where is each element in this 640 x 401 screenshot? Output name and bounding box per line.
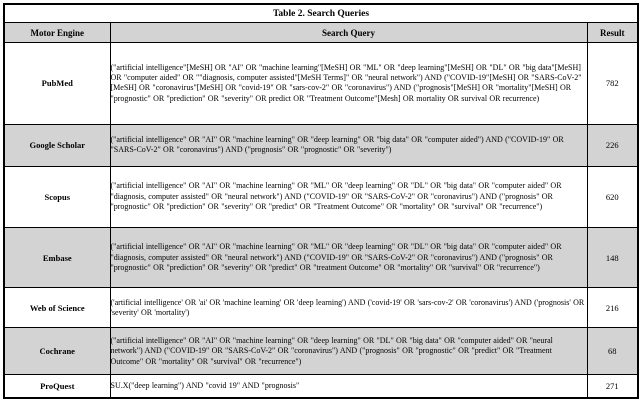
engine-cell: Web of Science [4,288,110,328]
query-cell: ("artificial intelligence" OR "AI" OR "machine learning" OR "ML" OR "deep learning" OR "DL" OR "big data" OR "computer aided" OR "diagnosis, computer assisted" OR "neural network") AND ("COVID-19" OR "SARS-CoV-2" OR "coronavirus") AND ("prognosis" OR "prognostic" OR "prediction" OR "severity" OR "predict" OR "Treatment Outcome" OR "mortality" OR "survival" OR "recurrence") [110,166,587,227]
column-header-result: Result [587,23,638,43]
engine-cell: Scopus [4,166,110,227]
table-row-web-of-science [4,288,638,328]
search-queries-table [3,3,639,399]
engine-cell: Embase [4,228,110,288]
result-cell: 148 [587,228,638,288]
result-cell: 216 [587,288,638,328]
table-row-embase [4,228,638,288]
result-cell: 226 [587,124,638,166]
query-cell: ("artificial intelligence" OR "AI" OR "machine learning" OR "ML" OR "deep learning" OR "DL" OR "big data" OR "computer aided" OR "diagnosis, computer assisted" OR "neural network") AND ("COVID-19" OR "SARS-CoV-2" OR "coronavirus") AND ("prognosis" OR "prognostic" OR "prediction" OR "severity" OR "predict" OR "treatment Outcome" OR "mortality" OR "survival" OR "recurrence") [110,228,587,288]
result-cell: 620 [587,166,638,227]
engine-cell: ProQuest [4,375,110,398]
table-row-google-scholar [4,124,638,166]
result-cell: 68 [587,328,638,375]
query-cell: ("artificial intelligence" OR "AI" OR "machine learning" OR "deep learning" OR "DL" OR "big data" OR "computer aided" OR "neural network") AND ("COVID-19" OR "SARS-CoV-2" OR "coronavirus") AND ("prognosis" OR "prognostic" OR "predict" OR "Treatment Outcome" OR "mortality" OR "survival" OR "recurrence") [110,328,587,375]
engine-cell: Cochrane [4,328,110,375]
engine-cell: PubMed [4,43,110,125]
query-cell: ("artificial intelligence" OR "AI" OR "machine learning" OR "deep learning" OR "big data" OR "computer aided") AND ("COVID-19" OR "SARS-CoV-2" OR "coronavirus") AND ("prognosis" OR "prognostic" OR "severity") [110,124,587,166]
table-row-cochrane [4,328,638,375]
table-row-scopus [4,166,638,227]
engine-cell: Google Scholar [4,124,110,166]
query-cell: ("artificial intelligence"[MeSH] OR "AI" OR "machine learning"[MeSH] OR "ML" OR "deep learning"[MeSH] OR "DL" OR "big data"[MeSH] OR "computer aided" OR ""diagnosis, computer assisted"[MeSH Terms]" OR "neural network") AND ("COVID-19"[MeSH] OR "SARS-CoV-2"[MeSH] OR "coronavirus"[MeSH] OR "covid-19" OR "sars-cov-2" OR "coronavirus") AND ("prognosis"[MeSH] OR "mortality"[MeSH] OR "prognostic" OR "prediction" OR "severity" OR predict OR "Treatment Outcome"[Mesh] OR mortality OR survival OR recurrence) [110,43,587,125]
table-title: Table 2. Search Queries [4,4,638,23]
query-cell: ('artificial intelligence' OR 'ai' OR 'machine learning' OR 'deep learning') AND ('covid-19' OR 'sars-cov-2' OR 'coronavirus') AND ('prognosis' OR 'severity' OR 'mortality') [110,288,587,328]
table-row-pubmed [4,43,638,125]
result-cell: 782 [587,43,638,125]
column-header-motor-engine: Motor Engine [4,23,110,43]
result-cell: 271 [587,375,638,398]
table-header-row [4,23,638,43]
table-title-row [4,4,638,23]
table-row-proquest [4,375,638,398]
column-header-search-query: Search Query [110,23,587,43]
query-cell: SU.X("deep learning") AND "covid 19" AND "prognosis" [110,375,587,398]
